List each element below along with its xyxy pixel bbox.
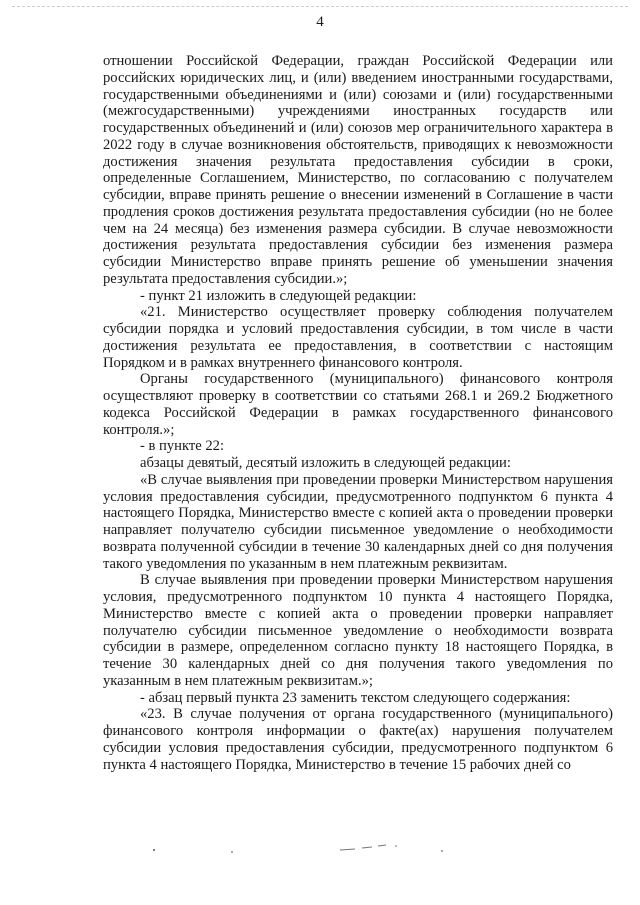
paragraph-9: - абзац первый пункта 23 заменить текстом следующего содержания: bbox=[140, 689, 571, 706]
paragraph-1: отношении Российской Федерации, граждан Российской Федерации или российских юридических лиц, и (или) введением иностранными государствами, государственными объединениями и (или) союзами и (или) государственными (межгосударственными) учреждениями иностранных государств или государственных объединений и (или) союзов мер ограничительного характера в 2022 году в случае возникновения обстоятельств, приводящих к невозможности достижения значения результата предоставления субсидии в сроки, определенные Соглашением, Министерство, по согласованию с получателем субсидии, вправе принять решение о внесении изменений в Соглашение в части продления сроков достижения результата предоставления субсидии (но не более чем на 24 месяца) без изменения размера субсидии. В случае невозможности достижения результата предоставления субсидии без изменения размера субсидии Министерство вправе принять решение об уменьшении значения результата предоставления субсидии.»; bbox=[103, 53, 613, 287]
paragraph-2: - пункт 21 изложить в следующей редакции: bbox=[140, 287, 417, 304]
paragraph-7: «В случае выявления при проведении проверки Министерством нарушения условия предоставления субсидии, предусмотренного подпунктом 6 пункта 4 настоящего Порядка, Министерство вместе с копией акта о проведении проверки направляет получателю субсидии письменное уведомление о необходимости возврата полученной субсидии в течение 30 календарных дней со дня получения такого уведомления по указанным в нем платежным реквизитам. bbox=[103, 471, 613, 572]
paragraph-5: - в пункте 22: bbox=[140, 438, 225, 455]
document-body bbox=[103, 53, 613, 773]
paragraph-8: В случае выявления при проведении проверки Министерством нарушения условия, предусмотренного подпунктом 10 пункта 4 настоящего Порядка, Министерство вместе с копией акта о проведении проверки направляет получателю субсидии письменное уведомление о необходимости возврата субсидии в размере, определенном согласно пункту 18 настоящего Порядка, в течение 30 календарных дней со дня получения такого уведомления по указанным в нем платежным реквизитам.»; bbox=[103, 572, 613, 689]
scan-edge-line bbox=[12, 6, 628, 8]
page-number: 4 bbox=[316, 14, 324, 30]
paragraph-10: «23. В случае получения от органа государственного (муниципального) финансового контроля информации о факте(ах) нарушения получателем субсидии условия предоставления субсидии, предусмотренного подпунктом 6 пункта 4 настоящего Порядка, Министерство в течение 15 рабочих дней со bbox=[103, 706, 613, 773]
scan-artifact-marks bbox=[150, 842, 450, 856]
paragraph-6: абзацы девятый, десятый изложить в следующей редакции: bbox=[140, 455, 511, 471]
paragraph-3: «21. Министерство осуществляет проверку соблюдения получателем субсидии порядка и условий предоставления субсидии, в том числе в части достижения результата ее предоставления, в соответствии с настоящим Порядком и в рамках внутреннего финансового контроля. bbox=[103, 304, 613, 371]
paragraph-4: Органы государственного (муниципального) финансового контроля осуществляют проверку в соответствии со статьями 268.1 и 269.2 Бюджетного кодекса Российской Федерации в рамках государственного финансового контроля.»; bbox=[103, 371, 613, 438]
